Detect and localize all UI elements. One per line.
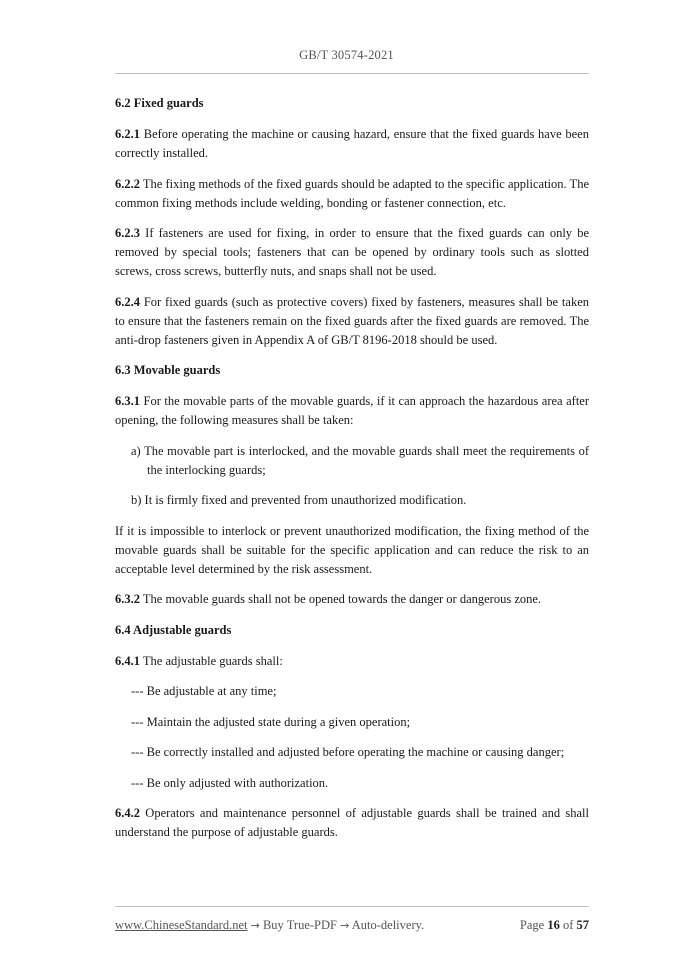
list-item-b: b) It is firmly fixed and prevented from unauthorized modification. [131, 493, 467, 507]
document-header-title: GB/T 30574-2021 [299, 48, 394, 62]
clause-text: Before operating the machine or causing hazard, ensure that the fixed guards have been correctly installed. [115, 127, 589, 160]
document-body [115, 94, 589, 854]
clause-number: 6.2.3 [115, 226, 140, 240]
clause-6-3-1 [115, 392, 589, 430]
dash-list-item: --- Maintain the adjusted state during a given operation; [131, 714, 411, 729]
page-current: 16 [547, 918, 560, 932]
clause-number: 6.4.1 [115, 653, 140, 668]
auto-delivery-text: Auto-delivery. [349, 918, 425, 932]
footer-promo [115, 918, 424, 933]
dash-list-item: --- Be only adjusted with authorization. [131, 775, 329, 790]
clause-number: 6.2.2 [115, 176, 140, 191]
page-number [520, 918, 589, 933]
clause-6-4-1 [115, 652, 589, 671]
page-of-label: of [562, 918, 574, 932]
clause-number: 6.3.2 [115, 592, 140, 606]
page-total: 57 [576, 918, 589, 932]
clause-text: For fixed guards (such as protective covers) fixed by fasteners, measures shall be taken to ensure that the fasteners remain on the fixed guards after the fixed guards are removed. The anti-drop fasteners given in Appendix A of GB/T 8196-2018 should be used. [115, 294, 589, 347]
clause-6-4-2 [115, 804, 589, 842]
section-heading-6-3: 6.3 Movable guards [115, 363, 221, 377]
arrow-right-icon: → [250, 919, 260, 932]
buy-text: Buy True-PDF [259, 918, 341, 932]
clause-number: 6.2.1 [115, 127, 140, 141]
clause-text: The fixing methods of the fixed guards should be adapted to the specific application. The common fixing methods include welding, bonding or fastener connection, etc. [115, 176, 589, 210]
list-item-a: a) The movable part is interlocked, and the movable guards shall meet the requirements of the interlocking guards; [131, 443, 589, 477]
clause-6-3-2 [115, 590, 589, 609]
clause-text: Operators and maintenance personnel of adjustable guards shall be trained and shall understand the purpose of adjustable guards. [115, 806, 589, 839]
page-label: Page [519, 918, 545, 932]
clause-text: If fasteners are used for fixing, in order to ensure that the fixed guards can only be removed by special tools; fasteners that can be opened by ordinary tools such as slotted screws, cross screws, butterfly nuts, and snaps shall not be used. [115, 226, 589, 278]
clause-number: 6.3.1 [115, 394, 140, 408]
arrow-right-icon: → [340, 919, 350, 932]
dash-list-item: --- Be adjustable at any time; [131, 684, 277, 698]
website-link[interactable]: www.ChineseStandard.net [115, 918, 248, 932]
section-heading-6-2: 6.2 Fixed guards [115, 96, 204, 110]
header-divider [115, 73, 589, 74]
dash-list-item: --- Be correctly installed and adjusted before operating the machine or causing danger; [131, 745, 565, 759]
clause-text: The adjustable guards shall: [140, 653, 283, 668]
clause-text: For the movable parts of the movable guards, if it can approach the hazardous area after opening, the following measures shall be taken: [115, 394, 589, 427]
clause-6-2-4 [115, 293, 589, 350]
clause-6-2-3 [115, 224, 589, 281]
clause-number: 6.4.2 [115, 806, 140, 820]
clause-text: The movable guards shall not be opened towards the danger or dangerous zone. [140, 592, 542, 606]
clause-number: 6.2.4 [115, 294, 140, 309]
footer-divider [115, 906, 589, 907]
paragraph-interlock-note: If it is impossible to interlock or prevent unauthorized modification, the fixing method of the movable guards shall be suitable for the specific application and can reduce the risk to an acceptable level determined by the risk assessment. [115, 523, 589, 576]
section-heading-6-4: 6.4 Adjustable guards [115, 622, 232, 637]
clause-6-2-2 [115, 175, 589, 213]
clause-6-2-1 [115, 125, 589, 163]
